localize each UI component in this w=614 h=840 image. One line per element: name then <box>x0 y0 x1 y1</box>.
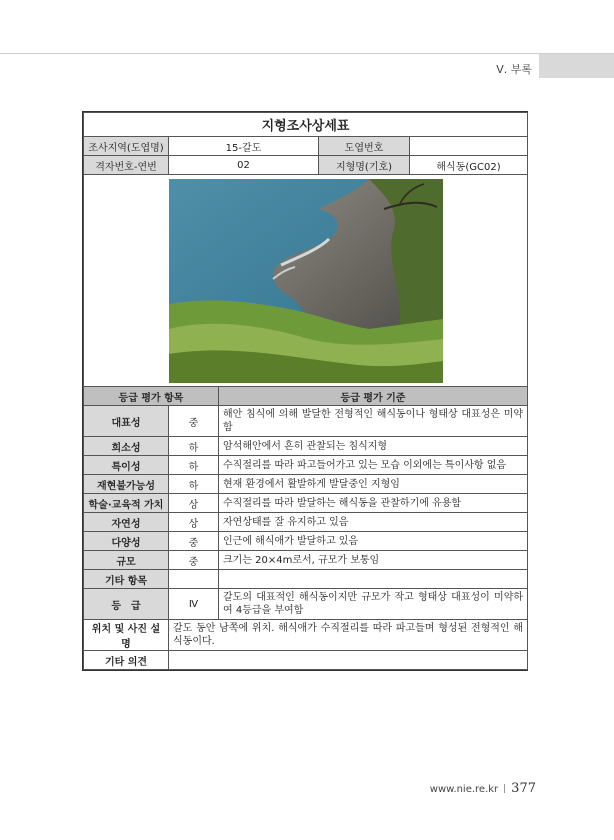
eval-criteria: 수직절리를 따라 발달하는 해식동을 관찰하기에 유용함 <box>219 494 528 513</box>
eval-row <box>84 532 528 551</box>
photo-cell <box>84 175 528 387</box>
eval-criteria-header: 등급 평가 기준 <box>219 387 528 406</box>
eval-grade: 중 <box>169 406 219 437</box>
grid-label: 격자번호-연번 <box>84 156 169 175</box>
map-no-label: 도엽번호 <box>319 137 410 156</box>
eval-item: 규모 <box>84 551 169 570</box>
eval-item: 자연성 <box>84 513 169 532</box>
survey-sheet <box>82 111 528 671</box>
eval-row <box>84 551 528 570</box>
eval-item: 희소성 <box>84 437 169 456</box>
eval-item: 재현불가능성 <box>84 475 169 494</box>
eval-row <box>84 494 528 513</box>
eval-row <box>84 570 528 589</box>
eval-grade: 하 <box>169 437 219 456</box>
grid-value: 02 <box>169 156 319 175</box>
map-no-value <box>410 137 528 156</box>
landform-label: 지형명(기호) <box>319 156 410 175</box>
final-grade-label: 등 급 <box>84 589 169 620</box>
eval-row <box>84 513 528 532</box>
other-opinion-label: 기타 의견 <box>84 651 169 670</box>
page-number: 377 <box>511 781 536 796</box>
site-url: www.nie.re.kr <box>429 784 499 795</box>
region-value: 15-갈도 <box>169 137 319 156</box>
eval-grade: 중 <box>169 532 219 551</box>
chapter-label: Ⅴ. 부록 <box>496 63 532 76</box>
footer-separator <box>504 784 505 793</box>
landform-value: 해식동(GC02) <box>410 156 528 175</box>
location-label: 위치 및 사진 설명 <box>84 620 169 651</box>
coastal-cliff-photo <box>169 179 443 383</box>
footer <box>430 781 536 796</box>
survey-table <box>83 112 528 670</box>
eval-criteria: 자연상태를 잘 유지하고 있음 <box>219 513 528 532</box>
eval-criteria: 현재 환경에서 활발하게 발달중인 지형임 <box>219 475 528 494</box>
eval-item-header: 등급 평가 항목 <box>84 387 219 406</box>
eval-grade: 상 <box>169 513 219 532</box>
header-rule <box>0 53 614 54</box>
eval-row <box>84 437 528 456</box>
eval-grade: 중 <box>169 551 219 570</box>
final-grade-criteria: 갈도의 대표적인 해식동이지만 규모가 작고 형태상 대표성이 미약하여 4등급을 부여함 <box>219 589 528 620</box>
eval-criteria: 크기는 20×4m로서, 규모가 보통임 <box>219 551 528 570</box>
eval-criteria: 인근에 해식애가 발달하고 있음 <box>219 532 528 551</box>
sheet-title: 지형조사상세표 <box>84 113 528 137</box>
eval-grade: 상 <box>169 494 219 513</box>
eval-grade: 하 <box>169 475 219 494</box>
eval-row <box>84 406 528 437</box>
eval-grade: 하 <box>169 456 219 475</box>
final-grade-row <box>84 589 528 620</box>
eval-item: 대표성 <box>84 406 169 437</box>
eval-criteria: 수직절리를 따라 파고들어가고 있는 모습 이외에는 특이사항 없음 <box>219 456 528 475</box>
other-opinion-text <box>169 651 528 670</box>
eval-grade <box>169 570 219 589</box>
eval-criteria: 해안 침식에 의해 발달한 전형적인 해식동이나 형태상 대표성은 미약함 <box>219 406 528 437</box>
eval-criteria: 암석해안에서 흔히 관찰되는 침식지형 <box>219 437 528 456</box>
eval-item: 학술·교육적 가치 <box>84 494 169 513</box>
chapter-tab <box>539 54 614 78</box>
location-text: 갈도 동안 남쪽에 위치. 해식애가 수직절리를 따라 파고들며 형성된 전형적인 해식동이다. <box>169 620 528 651</box>
eval-row <box>84 475 528 494</box>
region-label: 조사지역(도엽명) <box>84 137 169 156</box>
eval-item: 기타 항목 <box>84 570 169 589</box>
eval-criteria <box>219 570 528 589</box>
final-grade-value: Ⅳ <box>169 589 219 620</box>
eval-row <box>84 456 528 475</box>
eval-item: 특이성 <box>84 456 169 475</box>
eval-item: 다양성 <box>84 532 169 551</box>
